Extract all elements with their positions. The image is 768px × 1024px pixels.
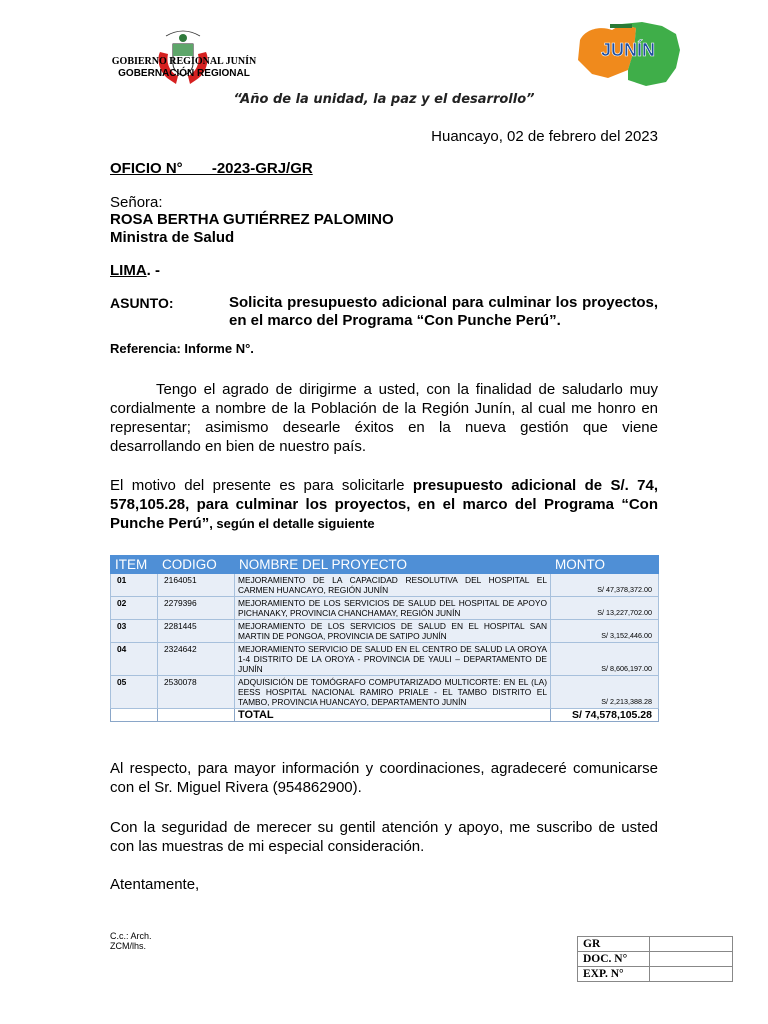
- paragraph-2-tail: , según el detalle siguiente: [209, 516, 375, 531]
- table-row: [111, 620, 659, 643]
- copy-line-2: ZCM/lhs.: [110, 941, 146, 951]
- table-row: [111, 676, 659, 709]
- header-amount: MONTO: [551, 556, 659, 574]
- stamp-row: [578, 952, 733, 967]
- table-row: [111, 574, 659, 597]
- row-project-name: ADQUISICIÓN DE TOMÓGRAFO COMPUTARIZADO MULTICORTE: EN EL (LA) EESS HOSPITAL NACIONAL RAMIRO PRIALE - EL TAMBO DISTRITO EL TAMBO, PROVINCIA HUANCAYO, DEPARTAMENTO JUNÍN: [235, 676, 551, 709]
- total-spacer-code: [158, 709, 235, 722]
- registry-stamp: [577, 936, 733, 982]
- row-code: 2281445: [158, 620, 235, 643]
- paragraph-2-intro: El motivo del presente es para solicitarle: [110, 477, 413, 494]
- row-amount: S/ 2,213,388.28: [551, 676, 659, 709]
- table-row: [111, 597, 659, 620]
- paragraph-2-bold: presupuesto adicional de S/. 74, 578,105.28, para culminar los proyectos, en el marco del Programa “Con Punche Perú”: [110, 477, 658, 532]
- row-item: 04: [111, 643, 158, 676]
- government-header: [108, 28, 258, 98]
- year-motto: “Año de la unidad, la paz y el desarrollo”: [233, 92, 535, 107]
- row-amount: S/ 3,152,446.00: [551, 620, 659, 643]
- city-name: LIMA: [110, 262, 147, 279]
- row-code: 2324642: [158, 643, 235, 676]
- row-amount: S/ 13,227,702.00: [551, 597, 659, 620]
- stamp-label: GR: [578, 937, 650, 952]
- row-project-name: MEJORAMIENTO DE LOS SERVICIOS DE SALUD EN EL HOSPITAL SAN MARTIN DE PONGOA, PROVINCIA DE SATIPO JUNÍN: [235, 620, 551, 643]
- reference-line: Referencia: Informe N°.: [110, 341, 254, 356]
- row-code: 2164051: [158, 574, 235, 597]
- junin-region-logo: [572, 20, 684, 88]
- city-suffix: . -: [146, 262, 161, 279]
- row-item: 01: [111, 574, 158, 597]
- row-code: 2530078: [158, 676, 235, 709]
- stamp-value: [650, 967, 733, 982]
- stamp-row: [578, 967, 733, 982]
- table-total-row: [111, 709, 659, 722]
- stamp-label: EXP. N°: [578, 967, 650, 982]
- row-project-name: MEJORAMIENTO DE LA CAPACIDAD RESOLUTIVA DEL HOSPITAL EL CARMEN HUANCAYO, REGIÓN JUNÍN: [235, 574, 551, 597]
- total-label: TOTAL: [235, 709, 551, 722]
- total-amount: S/ 74,578,105.28: [551, 709, 659, 722]
- row-item: 05: [111, 676, 158, 709]
- row-code: 2279396: [158, 597, 235, 620]
- governorship-name: GOBERNACIÓN REGIONAL: [118, 68, 250, 79]
- table-row: [111, 643, 659, 676]
- government-name: GOBIERNO REGIONAL JUNÍN: [111, 56, 257, 67]
- stamp-value: [650, 952, 733, 967]
- header-item: ITEM: [111, 556, 158, 574]
- recipient-role: Ministra de Salud: [110, 229, 235, 246]
- row-project-name: MEJORAMIENTO DE LOS SERVICIOS DE SALUD DEL HOSPITAL DE APOYO PICHANAKY, PROVINCIA CHANCHAMAY, REGIÓN JUNÍN: [235, 597, 551, 620]
- logo-text: JUNÍN: [600, 40, 656, 60]
- row-item: 03: [111, 620, 158, 643]
- row-amount: S/ 8,606,197.00: [551, 643, 659, 676]
- subject-label: ASUNTO:: [110, 295, 174, 311]
- recipient-city: [110, 262, 160, 279]
- stamp-label: DOC. N°: [578, 952, 650, 967]
- salutation: Señora:: [110, 194, 163, 211]
- body-paragraph-3: Al respecto, para mayor información y coordinaciones, agradeceré comunicarse con el Sr. Miguel Rivera (954862900).: [110, 760, 658, 796]
- row-amount: S/ 47,378,372.00: [551, 574, 659, 597]
- total-spacer-item: [111, 709, 158, 722]
- header-project-name: NOMBRE DEL PROYECTO: [235, 556, 551, 574]
- copy-line-1: C.c.: Arch.: [110, 931, 152, 941]
- body-paragraph-2: [110, 476, 658, 533]
- row-item: 02: [111, 597, 158, 620]
- stamp-row: [578, 937, 733, 952]
- copy-note: [110, 931, 152, 951]
- stamp-value: [650, 937, 733, 952]
- subject-text: Solicita presupuesto adicional para culminar los proyectos, en el marco del Programa “Con Punche Perú”.: [229, 294, 658, 329]
- letter-date: Huancayo, 02 de febrero del 2023: [431, 128, 658, 145]
- projects-table: [110, 555, 659, 722]
- closing: Atentamente,: [110, 876, 200, 893]
- table-header-row: [111, 556, 659, 574]
- body-paragraph-1: Tengo el agrado de dirigirme a usted, con la finalidad de saludarlo muy cordialmente a nombre de la Población de la Región Junín, al cual me honro en representar; asimismo desearle éxitos en la nueva gestión que viene desarrollando en bien de nuestro país.: [110, 381, 658, 455]
- oficio-number: OFICIO N° -2023-GRJ/GR: [110, 160, 313, 177]
- row-project-name: MEJORAMIENTO SERVICIO DE SALUD EN EL CENTRO DE SALUD LA OROYA 1-4 DISTRITO DE LA OROYA - PROVINCIA DE YAULI – DEPARTAMENTO DE JUNÍN: [235, 643, 551, 676]
- body-paragraph-4: Con la seguridad de merecer su gentil atención y apoyo, me suscribo de usted con las muestras de mi especial consideración.: [110, 819, 658, 855]
- recipient-name: ROSA BERTHA GUTIÉRREZ PALOMINO: [110, 211, 394, 228]
- header-code: CODIGO: [158, 556, 235, 574]
